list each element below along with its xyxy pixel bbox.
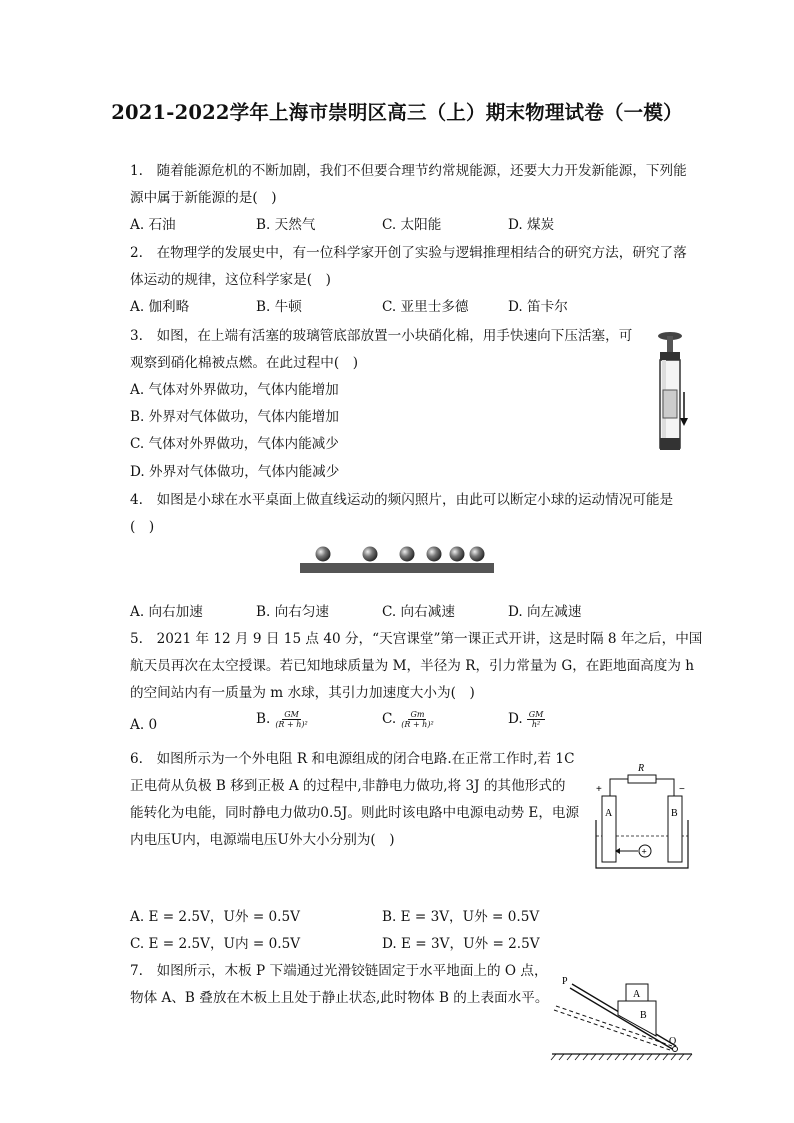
question-text: 7. 如图所示，木板 P 下端通过光滑铰链固定于水平地面上的 O 点， xyxy=(130,963,548,979)
hinge-o-label: O xyxy=(669,1036,677,1047)
question-text: 体运动的规律，这位科学家是( ) xyxy=(130,272,331,288)
option-b: B. 天然气 xyxy=(256,217,316,233)
option-letter: B. xyxy=(256,711,271,727)
numerator: Gm xyxy=(410,710,425,719)
option-a: A. 气体对外界做功，气体内能增加 xyxy=(130,382,339,398)
minus-label: − xyxy=(679,784,685,795)
question-text: ( ) xyxy=(130,519,155,535)
option-d: D. E = 3V，U外 = 2.5V xyxy=(382,936,540,952)
option-letter: D. xyxy=(508,711,523,727)
numerator: GM xyxy=(528,710,544,719)
question-text: 4. 如图是小球在水平桌面上做直线运动的频闪照片，由此可以断定小球的运动情况可能是 xyxy=(130,492,674,508)
incline-board-figure xyxy=(548,970,694,1062)
option-c: C. E = 2.5V，U内 = 0.5V xyxy=(130,936,301,952)
block-b-label: B xyxy=(640,1010,647,1021)
option-d: D. 向左减速 xyxy=(508,604,582,620)
piston-tube-figure xyxy=(650,330,690,460)
option-a: A. 石油 xyxy=(130,217,176,233)
plus-label: + xyxy=(596,784,602,795)
question-text: 能转化为电能，同时静电力做功0.5J。则此时该电路中电源电动势 E，电源 xyxy=(130,805,580,821)
option-c: C. 向右减速 xyxy=(382,604,455,620)
option-a: A. 向右加速 xyxy=(130,604,203,620)
option-d: D. 煤炭 xyxy=(508,217,555,233)
question-text: 6. 如图所示为一个外电阻 R 和电源组成的闭合电路.在正常工作时,若 1C xyxy=(130,751,575,767)
denominator: (R + h)² xyxy=(275,720,308,729)
option-b: B. 向右匀速 xyxy=(256,604,330,620)
denominator: (R + h)² xyxy=(401,720,434,729)
question-text: 观察到硝化棉被点燃。在此过程中( ) xyxy=(130,355,359,371)
option-d: D. 笛卡尔 xyxy=(508,299,568,315)
question-text: 内电压U内，电源端电压U外大小分别为( ) xyxy=(130,832,395,848)
resistor-label: R xyxy=(638,763,645,774)
question-text: 的空间站内有一质量为 m 水球，其引力加速度大小为( ) xyxy=(130,685,475,701)
numerator: GM xyxy=(284,710,299,719)
electrode-a-label: A xyxy=(605,808,613,819)
option-a: A. 0 xyxy=(130,717,158,733)
electrode-b-label: B xyxy=(671,808,678,819)
question-text: 1. 随着能源危机的不断加剧，我们不但要合理节约常规能源，还要大力开发新能源，下列能 xyxy=(130,163,687,179)
option-a: A. E = 2.5V，U外 = 0.5V xyxy=(130,909,300,925)
denominator: h² xyxy=(531,720,541,729)
question-text: 2. 在物理学的发展史中，有一位科学家开创了实验与逻辑推理相结合的研究方法，研究了落 xyxy=(130,245,687,261)
option-d: D. 外界对气体做功，气体内能减少 xyxy=(130,464,340,480)
page-title: 2021-2022学年上海市崇明区高三（上）期末物理试卷（一模） xyxy=(111,101,683,124)
option-b: B. 外界对气体做功，气体内能增加 xyxy=(130,409,339,425)
fraction xyxy=(527,710,546,729)
question-text: 物体 A、B 叠放在木板上且处于静止状态,此时物体 B 的上表面水平。 xyxy=(130,990,549,1006)
question-text: 5. 2021 年 12 月 9 日 15 点 40 分，“天宫课堂”第一课正式开讲，这是时隔 8 年之后，中国 xyxy=(130,631,703,647)
option-d xyxy=(508,710,545,729)
option-a: A. 伽利略 xyxy=(130,299,190,315)
option-c: C. 太阳能 xyxy=(382,217,442,233)
option-c: C. 气体对外界做功，气体内能减少 xyxy=(130,436,339,452)
option-b: B. E = 3V，U外 = 0.5V xyxy=(382,909,540,925)
circuit-figure xyxy=(590,758,694,870)
question-text: 源中属于新能源的是( ) xyxy=(130,190,277,206)
option-b: B. 牛顿 xyxy=(256,299,302,315)
strobe-balls-figure xyxy=(300,542,494,576)
ion-label: + xyxy=(641,846,647,857)
option-c: C. 亚里士多德 xyxy=(382,299,469,315)
option-b xyxy=(256,710,309,729)
board-p-label: P xyxy=(562,976,568,987)
fraction xyxy=(400,710,434,729)
option-c xyxy=(382,710,435,729)
question-text: 航天员再次在太空授课。若已知地球质量为 M，半径为 R，引力常量为 G，在距地面高度为 h xyxy=(130,658,695,674)
option-letter: C. xyxy=(382,711,397,727)
question-text: 正电荷从负极 B 移到正极 A 的过程中,非静电力做功,将 3J 的其他形式的 xyxy=(130,778,566,794)
fraction xyxy=(274,710,308,729)
question-text: 3. 如图，在上端有活塞的玻璃管底部放置一小块硝化棉，用手快速向下压活塞，可 xyxy=(130,328,633,344)
block-a-label: A xyxy=(633,989,641,1000)
